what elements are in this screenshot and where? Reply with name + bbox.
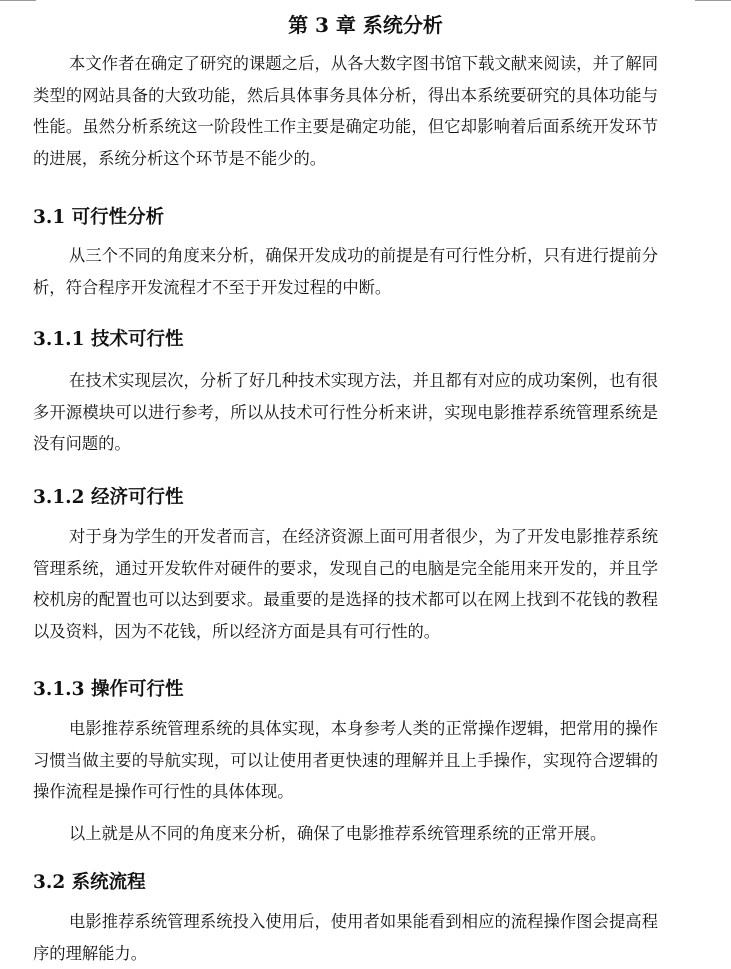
section-paragraph-3-1-1: 在技术实现层次，分析了好几种技术实现方法，并且都有对应的成功案例，也有很多开源模块可以进行参考，所以从技术可行性分析来讲，实现电影推荐系统管理系统是没有问题的。 xyxy=(33,371,658,453)
section-paragraph-3-2: 电影推荐系统管理系统投入使用后，使用者如果能看到相应的流程操作图会提高程序的理解能力。 xyxy=(33,912,658,963)
section-paragraph-3-1-2: 对于身为学生的开发者而言，在经济资源上面可用者很少，为了开发电影推荐系统管理系统，通过开发软件对硬件的要求，发现自己的电脑是完全能用来开发的，并且学校机房的配置也可以达到要求。最重要的是选择的技术都可以在网上找到不花钱的教程以及资料，因为不花钱，所以经济方面是具有可行性的。 xyxy=(33,527,658,641)
section-heading-3-1-1: 3.1.1 技术可行性 xyxy=(33,329,184,350)
section-heading-3-1-2: 3.1.2 经济可行性 xyxy=(33,487,184,508)
intro-paragraph: 本文作者在确定了研究的课题之后，从各大数字图书馆下载文献来阅读，并了解同类型的网站具备的大致功能，然后具体事务具体分析，得出本系统要研究的具体功能与性能。虽然分析系统这一阶段性工作主要是确定功能，但它却影响着后面系统开发环节的进展，系统分析这个环节是不能少的。 xyxy=(33,54,658,168)
section-paragraph-3-1: 从三个不同的角度来分析，确保开发成功的前提是有可行性分析，只有进行提前分析，符合程序开发流程才不至于开发过程的中断。 xyxy=(33,246,658,297)
section-heading-3-2: 3.2 系统流程 xyxy=(33,872,146,893)
section-heading-3-1-3: 3.1.3 操作可行性 xyxy=(33,679,184,700)
chapter-title: 第 3 章 系统分析 xyxy=(288,13,443,37)
section-paragraph-3-1-3: 电影推荐系统管理系统的具体实现，本身参考人类的正常操作逻辑，把常用的操作习惯当做主要的导航实现，可以让使用者更快速的理解并且上手操作，实现符合逻辑的操作流程是操作可行性的具体体现。 xyxy=(33,719,658,801)
page-corner-mark-right xyxy=(695,0,731,1)
page-corner-mark-left xyxy=(0,0,36,1)
section-summary-3-1-3: 以上就是从不同的角度来分析，确保了电影推荐系统管理系统的正常开展。 xyxy=(69,824,607,843)
section-heading-3-1: 3.1 可行性分析 xyxy=(33,207,165,228)
